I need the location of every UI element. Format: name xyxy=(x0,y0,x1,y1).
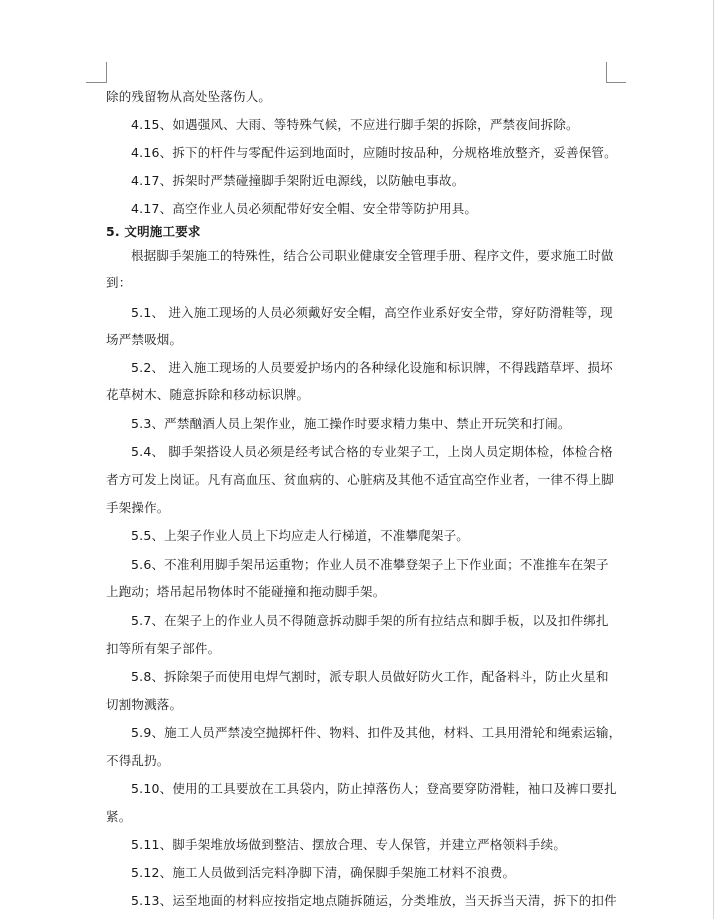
text-line: 除的残留物从高处坠落伤人。 xyxy=(106,89,272,104)
text-line: 5.13、运至地面的材料应按指定地点随拆随运，分类堆放，当天拆当天清，拆下的扣件 xyxy=(131,893,617,908)
text-line: 5.11、脚手架堆放场做到整洁、摆放合理、专人保管，并建立严格领料手续。 xyxy=(131,837,567,852)
text-line: 4.17、高空作业人员必须配带好安全帽、安全带等防护用具。 xyxy=(131,201,478,216)
text-line: 者方可发上岗证。凡有高血压、贫血病的、心脏病及其他不适宜高空作业者，一律不得上脚 xyxy=(106,472,615,487)
section-heading: 5. 文明施工要求 xyxy=(106,224,201,239)
text-line: 5.4、 脚手架搭设人员必须是经考试合格的专业架子工，上岗人员定期体检，体检合格 xyxy=(131,444,613,459)
text-line: 5.8、拆除架子而使用电焊气割时，派专职人员做好防火工作，配备料斗，防止火星和 xyxy=(131,669,609,684)
text-line: 5.2、 进入施工现场的人员要爱护场内的各种绿化设施和标识牌，不得践踏草坪、损坏 xyxy=(131,360,613,375)
text-line: 4.15、如遇强风、大雨、等特殊气候，不应进行脚手架的拆除，严禁夜间拆除。 xyxy=(131,117,579,132)
text-line: 4.16、拆下的杆件与零配件运到地面时，应随时按品种，分规格堆放整齐，妥善保管。 xyxy=(131,145,617,160)
text-line: 4.17、拆架时严禁碰撞脚手架附近电源线，以防触电事故。 xyxy=(131,173,465,188)
text-line: 根据脚手架施工的特殊性，结合公司职业健康安全管理手册、程序文件，要求施工时做 xyxy=(131,248,614,263)
text-line: 5.5、上架子作业人员上下均应走人行梯道，不准攀爬架子。 xyxy=(131,528,469,543)
text-line: 花草树木、随意拆除和移动标识牌。 xyxy=(106,387,310,402)
text-line: 到： xyxy=(106,275,132,290)
text-line: 5.7、在架子上的作业人员不得随意拆动脚手架的所有拉结点和脚手板，以及扣件绑扎 xyxy=(131,613,609,628)
text-line: 扣等所有架子部件。 xyxy=(106,641,221,656)
text-line: 5.3、严禁酗酒人员上架作业，施工操作时要求精力集中、禁止开玩笑和打闹。 xyxy=(131,416,571,431)
text-line: 切割物溅落。 xyxy=(106,697,183,712)
text-line: 5.1、 进入施工现场的人员必须戴好安全帽，高空作业系好安全带，穿好防滑鞋等，现 xyxy=(131,305,613,320)
text-line: 上跑动；塔吊起吊物体时不能碰撞和拖动脚手架。 xyxy=(106,584,386,599)
text-line: 5.12、施工人员做到活完料净脚下清，确保脚手架施工材料不浪费。 xyxy=(131,865,516,880)
text-line: 手架操作。 xyxy=(106,500,170,515)
text-line: 5.6、不准利用脚手架吊运重物；作业人员不准攀登架子上下作业面；不准推车在架子 xyxy=(131,557,609,572)
text-line: 紧。 xyxy=(106,809,132,824)
text-line: 不得乱扔。 xyxy=(106,753,170,768)
text-line: 5.10、使用的工具要放在工具袋内，防止掉落伤人；登高要穿防滑鞋，袖口及裤口要扎 xyxy=(131,781,617,796)
text-line: 场严禁吸烟。 xyxy=(106,332,183,347)
text-line: 5.9、施工人员严禁凌空抛掷杆件、物料、扣件及其他，材料、工具用滑轮和绳索运输， xyxy=(131,725,622,740)
